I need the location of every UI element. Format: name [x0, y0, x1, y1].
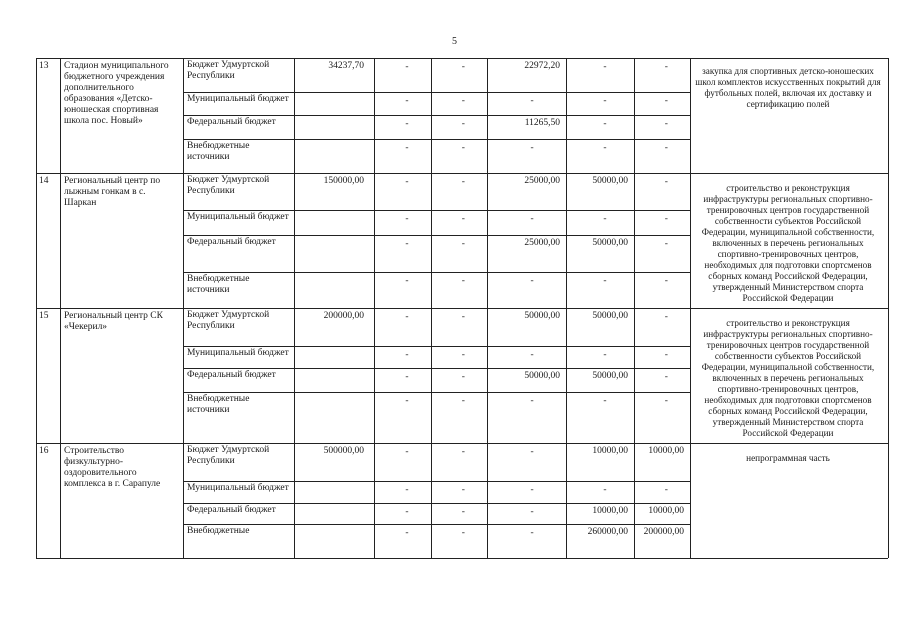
- empty-dash: -: [664, 396, 668, 406]
- empty-dash: -: [405, 143, 409, 153]
- empty-dash: -: [664, 276, 668, 286]
- funding-source: Муниципальный бюджет: [187, 483, 289, 493]
- empty-dash: -: [405, 239, 409, 249]
- empty-dash: -: [664, 485, 668, 495]
- empty-dash: -: [664, 177, 668, 187]
- funding-source: Бюджет Удмуртской Республики: [187, 175, 270, 196]
- table-hline: [36, 443, 888, 444]
- year-amount: 22972,20: [524, 61, 560, 71]
- purpose-text: строительство и реконструкция инфраструктуры региональных спортивно-тренировочных центров государственной собственности субъектов Российской Федерации, муниципальной собственности, включенных в перечень региональных спортивно-тренировочных центров, необходимых для подготовки спортсменов сборных команд Российской Федерации, утвержденный Министерством спорта Российской Федерации: [701, 318, 875, 438]
- empty-dash: -: [530, 276, 534, 286]
- funding-source: Федеральный бюджет: [187, 505, 276, 515]
- empty-dash: -: [603, 62, 607, 72]
- purpose-text: закупка для спортивных детско-юношеских школ комплектов искусственных покрытий для футбольных полей, включая их доставку и сертификацию полей: [695, 66, 881, 109]
- year-amount: 10000,00: [592, 506, 628, 516]
- empty-dash: -: [530, 214, 534, 224]
- empty-dash: -: [664, 312, 668, 322]
- sub-hline: [183, 346, 690, 347]
- object-name: Стадион муниципального бюджетного учреждения дополнительного образования «Детско-юношеская спортивная школа пос. Новый»: [64, 61, 169, 126]
- empty-dash: -: [461, 119, 465, 129]
- funding-source: Федеральный бюджет: [187, 370, 276, 380]
- empty-dash: -: [461, 507, 465, 517]
- empty-dash: -: [664, 214, 668, 224]
- empty-dash: -: [461, 62, 465, 72]
- empty-dash: -: [461, 396, 465, 406]
- year-amount: 50000,00: [592, 176, 628, 186]
- purpose-text: строительство и реконструкция инфраструктуры региональных спортивно-тренировочных центров государственной собственности субъектов Российской Федерации, муниципальной собственности, включенных в перечень региональных спортивно-тренировочных центров, необходимых для подготовки спортсменов сборных команд Российской Федерации, утвержденный Министерством спорта Российской Федерации: [701, 183, 875, 303]
- empty-dash: -: [461, 372, 465, 382]
- year-amount: 25000,00: [524, 176, 560, 186]
- empty-dash: -: [405, 276, 409, 286]
- empty-dash: -: [405, 312, 409, 322]
- empty-dash: -: [461, 143, 465, 153]
- empty-dash: -: [461, 214, 465, 224]
- year-amount: 50000,00: [592, 371, 628, 381]
- year-amount: 50000,00: [592, 238, 628, 248]
- sub-hline: [183, 210, 690, 211]
- empty-dash: -: [461, 96, 465, 106]
- sub-hline: [183, 92, 690, 93]
- row-number: 16: [39, 446, 49, 456]
- purpose-text: непрограммная часть: [746, 453, 830, 463]
- empty-dash: -: [603, 485, 607, 495]
- empty-dash: -: [603, 96, 607, 106]
- row-number: 15: [39, 311, 49, 321]
- empty-dash: -: [664, 96, 668, 106]
- sub-hline: [183, 139, 690, 140]
- year-amount: 25000,00: [524, 238, 560, 248]
- total-amount: 150000,00: [323, 176, 364, 186]
- empty-dash: -: [405, 528, 409, 538]
- total-amount: 200000,00: [323, 311, 364, 321]
- empty-dash: -: [405, 119, 409, 129]
- page-number: 5: [452, 36, 457, 47]
- table-hline: [36, 58, 888, 59]
- empty-dash: -: [664, 239, 668, 249]
- empty-dash: -: [603, 350, 607, 360]
- object-name: Строительство физкультурно-оздоровительного комплекса в г. Сарапуле: [64, 446, 161, 489]
- sub-hline: [183, 115, 690, 116]
- year-amount: 50000,00: [592, 311, 628, 321]
- year-amount: 260000,00: [587, 527, 628, 537]
- total-amount: 500000,00: [323, 446, 364, 456]
- empty-dash: -: [530, 396, 534, 406]
- year-amount: 50000,00: [524, 371, 560, 381]
- object-name: Региональный центр СК «Чекерил»: [64, 311, 163, 332]
- funding-source: Бюджет Удмуртской Республики: [187, 445, 270, 466]
- empty-dash: -: [664, 372, 668, 382]
- empty-dash: -: [603, 276, 607, 286]
- empty-dash: -: [461, 239, 465, 249]
- empty-dash: -: [405, 350, 409, 360]
- empty-dash: -: [405, 62, 409, 72]
- table-vline: [888, 58, 889, 558]
- year-amount: 50000,00: [524, 311, 560, 321]
- sub-hline: [183, 235, 690, 236]
- empty-dash: -: [603, 143, 607, 153]
- funding-source: Муниципальный бюджет: [187, 348, 289, 358]
- empty-dash: -: [405, 485, 409, 495]
- empty-dash: -: [405, 214, 409, 224]
- empty-dash: -: [461, 276, 465, 286]
- funding-source: Муниципальный бюджет: [187, 94, 289, 104]
- empty-dash: -: [461, 350, 465, 360]
- empty-dash: -: [664, 62, 668, 72]
- empty-dash: -: [664, 119, 668, 129]
- year-amount: 10000,00: [648, 506, 684, 516]
- empty-dash: -: [530, 507, 534, 517]
- empty-dash: -: [603, 214, 607, 224]
- empty-dash: -: [405, 96, 409, 106]
- year-amount: 11265,50: [524, 118, 560, 128]
- sub-hline: [183, 503, 690, 504]
- funding-source: Бюджет Удмуртской Республики: [187, 310, 270, 331]
- sub-hline: [183, 481, 690, 482]
- empty-dash: -: [530, 143, 534, 153]
- empty-dash: -: [405, 447, 409, 457]
- row-number: 14: [39, 176, 49, 186]
- table-hline: [36, 558, 888, 559]
- funding-source: Внебюджетные источники: [187, 274, 250, 295]
- empty-dash: -: [405, 396, 409, 406]
- funding-source: Муниципальный бюджет: [187, 212, 289, 222]
- empty-dash: -: [530, 350, 534, 360]
- empty-dash: -: [530, 96, 534, 106]
- empty-dash: -: [461, 447, 465, 457]
- empty-dash: -: [530, 528, 534, 538]
- year-amount: 10000,00: [648, 446, 684, 456]
- sub-hline: [183, 524, 690, 525]
- funding-source: Внебюджетные источники: [187, 141, 250, 162]
- table-hline: [36, 173, 888, 174]
- year-amount: 10000,00: [592, 446, 628, 456]
- empty-dash: -: [530, 485, 534, 495]
- empty-dash: -: [664, 350, 668, 360]
- total-amount: 34237,70: [328, 61, 364, 71]
- funding-table: [36, 58, 888, 558]
- empty-dash: -: [461, 177, 465, 187]
- empty-dash: -: [603, 119, 607, 129]
- funding-source: Бюджет Удмуртской Республики: [187, 60, 270, 81]
- empty-dash: -: [405, 372, 409, 382]
- funding-source: Внебюджетные: [187, 526, 250, 536]
- empty-dash: -: [530, 447, 534, 457]
- object-name: Региональный центр по лыжным гонкам в с. Шаркан: [64, 176, 161, 208]
- empty-dash: -: [405, 507, 409, 517]
- empty-dash: -: [461, 528, 465, 538]
- funding-source: Федеральный бюджет: [187, 237, 276, 247]
- year-amount: 200000,00: [643, 527, 684, 537]
- table-hline: [36, 308, 888, 309]
- empty-dash: -: [603, 396, 607, 406]
- empty-dash: -: [461, 485, 465, 495]
- funding-source: Внебюджетные источники: [187, 394, 250, 415]
- funding-source: Федеральный бюджет: [187, 117, 276, 127]
- sub-hline: [183, 272, 690, 273]
- empty-dash: -: [461, 312, 465, 322]
- empty-dash: -: [664, 143, 668, 153]
- sub-hline: [183, 368, 690, 369]
- empty-dash: -: [405, 177, 409, 187]
- sub-hline: [183, 392, 690, 393]
- row-number: 13: [39, 61, 49, 71]
